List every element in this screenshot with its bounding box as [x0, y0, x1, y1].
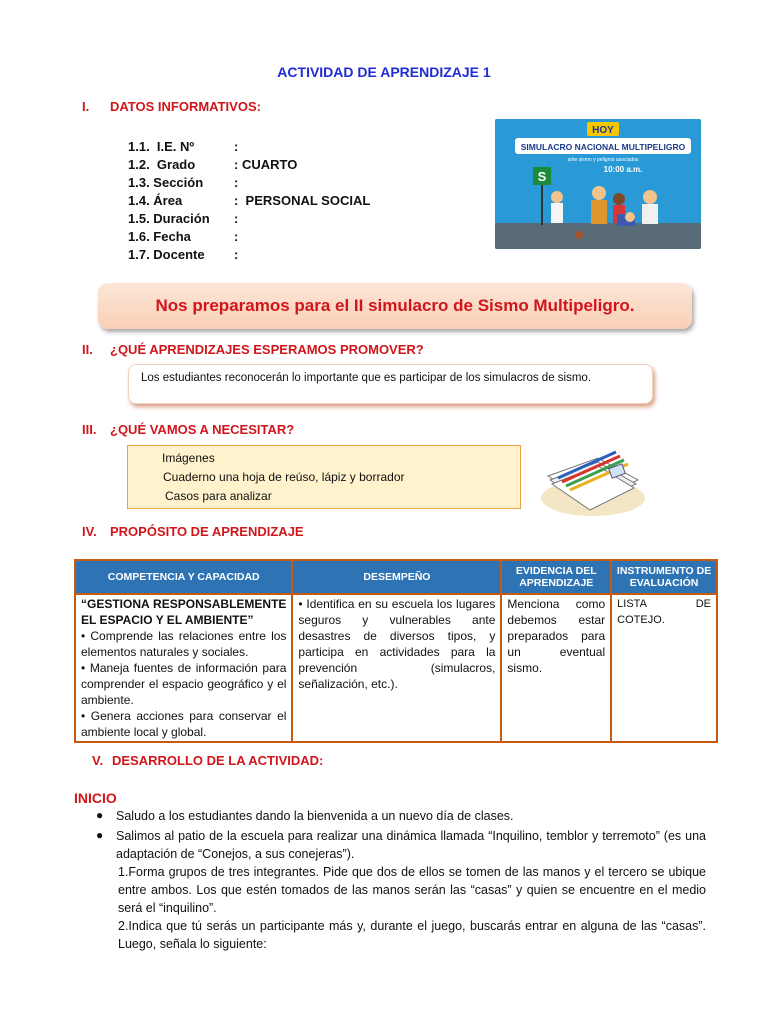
info-list [128, 138, 370, 264]
section-label: PROPÓSITO DE APRENDIZAJE [110, 524, 304, 539]
section-heading-4 [82, 524, 304, 539]
simulacro-poster-image [495, 119, 701, 249]
section-number: II. [82, 342, 93, 357]
poster-graphic [495, 119, 701, 249]
inicio-step-1: 1.Forma grupos de tres integrantes. Pide que dos de ellos se tomen de las manos y el tercero se ubique entre ambos. Los que estén tomados de las manos serán las “casas” y quien se encuentre en el medio será el “inquilino”. [118, 865, 706, 915]
inicio-step-2: 2.Indica que tú serás un participante más y, durante el juego, buscarás entrar en alguna de las “casas”. Luego, señala lo siguiente: [118, 919, 706, 951]
section-heading-1 [82, 99, 261, 114]
section-heading-5 [92, 753, 323, 768]
learning-purpose-table [74, 559, 718, 743]
info-label: 1.2. Grado [128, 157, 196, 172]
section-heading-2 [82, 342, 424, 357]
poster-subtitle: ante sismo y peligros asociados [567, 157, 639, 163]
material-item: Casos para analizar [165, 489, 272, 503]
info-label: 1.3. Sección [128, 175, 204, 190]
section-label: ¿QUÉ APRENDIZAJES ESPERAMOS PROMOVER? [110, 342, 424, 357]
activity-banner: Nos preparamos para el II simulacro de Sismo Multipeligro. [98, 283, 692, 329]
info-value: : PERSONAL SOCIAL [234, 193, 371, 208]
learning-goal-box [128, 364, 653, 404]
info-label: 1.1. I.E. Nº [128, 139, 195, 154]
competencia-item: • Genera acciones para conservar el ambiente local y global. [81, 709, 287, 739]
desempeno-cell: • Identifica en su escuela los lugares seguros y vulnerables ante desastres de diversos tipos, y participa en actividades para la prevención (simulacros, señalización, etc.). [292, 594, 501, 742]
info-row [128, 156, 370, 174]
evidencia-cell: Menciona como debemos estar preparados para un eventual sismo. [501, 594, 611, 742]
learning-goal-text: Los estudiantes reconocerán lo importante que es participar de los simulacros de sismo. [141, 372, 592, 384]
materials-box [127, 445, 521, 509]
material-item: Imágenes [162, 451, 215, 465]
bullet-icon: ● [96, 828, 104, 842]
table-header-row [75, 560, 717, 594]
info-label: 1.7. Docente [128, 247, 205, 262]
poster-time: 10:00 a.m. [603, 165, 643, 174]
info-value: : [234, 175, 239, 190]
table-header: DESEMPEÑO [292, 560, 501, 594]
section-number: III. [82, 422, 97, 437]
competencia-item: • Comprende las relaciones entre los elementos naturales y sociales. [81, 629, 287, 659]
section-heading-3 [82, 422, 294, 437]
info-row [128, 210, 370, 228]
info-value: : [234, 211, 239, 226]
info-label: 1.5. Duración [128, 211, 210, 226]
info-value: : [234, 247, 239, 262]
competencia-cell [75, 594, 292, 742]
section-number: I. [82, 99, 90, 114]
instrumento-cell: LISTA DE COTEJO. [611, 594, 717, 742]
material-item: Cuaderno una hoja de reúso, lápiz y borrador [163, 470, 405, 484]
info-row [128, 228, 370, 246]
table-header: EVIDENCIA DEL APRENDIZAJE [501, 560, 611, 594]
svg-text:S: S [537, 169, 547, 184]
inicio-bullet-1: Saludo a los estudiantes dando la bienvenida a un nuevo día de clases. [116, 809, 514, 823]
notebook-pencils-illustration [538, 438, 648, 518]
info-label: 1.4. Área [128, 193, 183, 208]
info-label: 1.6. Fecha [128, 229, 191, 244]
table-row [75, 594, 717, 742]
table-header: COMPETENCIA Y CAPACIDAD [75, 560, 292, 594]
section-number: IV. [82, 524, 97, 539]
info-value: : [234, 229, 239, 244]
info-row [128, 192, 370, 210]
section-label: DATOS INFORMATIVOS: [110, 99, 261, 114]
inicio-heading: INICIO [74, 790, 117, 806]
competencia-item: • Maneja fuentes de información para comprender el espacio geográfico y el ambiente. [81, 661, 287, 707]
info-value: : [234, 139, 239, 154]
bullet-icon: ● [96, 808, 104, 822]
info-row [128, 138, 370, 156]
section-label: ¿QUÉ VAMOS A NECESITAR? [110, 422, 295, 437]
competencia-title: “GESTIONA RESPONSABLEMENTE EL ESPACIO Y EL AMBIENTE” [81, 597, 287, 627]
section-label: DESARROLLO DE LA ACTIVIDAD: [112, 753, 324, 768]
poster-hoy: HOY [592, 125, 614, 136]
section-number: V. [92, 753, 104, 768]
info-row [128, 246, 370, 264]
info-row [128, 174, 370, 192]
info-value: : CUARTO [234, 157, 298, 172]
table-header: INSTRUMENTO DE EVALUACIÓN [611, 560, 717, 594]
poster-headline: SIMULACRO NACIONAL MULTIPELIGRO [520, 142, 686, 152]
inicio-bullet-2: Salimos al patio de la escuela para realizar una dinámica llamada “Inquilino, temblor y terremoto” (es una adaptación de “Conejos, a sus conejeras”). [116, 829, 706, 861]
page-title: ACTIVIDAD DE APRENDIZAJE 1 [277, 64, 491, 80]
